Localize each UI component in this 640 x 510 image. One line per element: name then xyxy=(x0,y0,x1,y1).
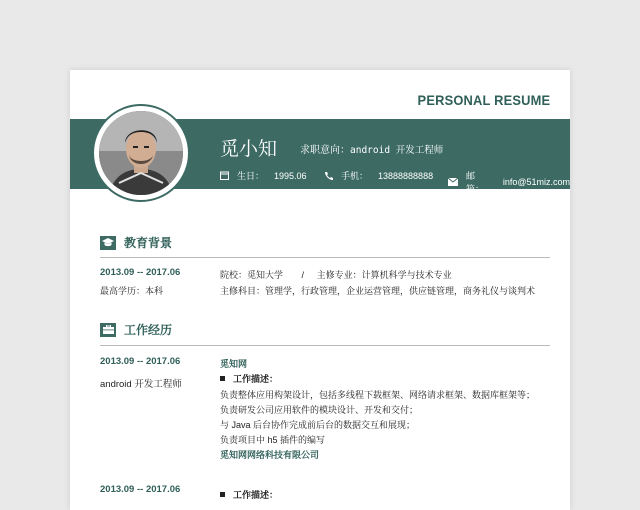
work-company-full: 觅知网网络科技有限公司 xyxy=(220,450,320,460)
work-date: 2013.09 -- 2017.06 xyxy=(100,484,181,495)
bullet-square xyxy=(220,376,225,381)
section-divider xyxy=(100,345,550,346)
education-major: 主修专业：计算机科学与技术专业 xyxy=(316,270,452,280)
work-desc-line: 负责项目中 h5 插件的编写 xyxy=(220,435,326,445)
work-date: 2013.09 -- 2017.06 xyxy=(100,356,181,367)
phone-info xyxy=(324,169,433,182)
work-desc-heading xyxy=(220,372,278,385)
work-company: 觅知网 xyxy=(220,359,248,369)
education-school-line xyxy=(220,268,452,281)
avatar xyxy=(99,111,183,195)
avatar-frame xyxy=(92,104,190,202)
job-intent-value: android 开发工程师 xyxy=(350,145,444,156)
birthday-info xyxy=(220,169,307,182)
calendar-icon xyxy=(220,171,229,180)
portrait-image xyxy=(99,111,183,195)
education-school: 院校：觅知大学 xyxy=(220,270,284,280)
phone-icon xyxy=(324,171,333,180)
candidate-name: 觅小知 xyxy=(220,139,278,160)
section-divider xyxy=(100,257,550,258)
work-desc-line: 负责整体应用构架设计，包括多线程下载框架、网络请求框架、数据库框架等； xyxy=(220,390,536,400)
email-label: 邮箱： xyxy=(465,171,484,194)
phone-value: 13888888888 xyxy=(378,170,434,181)
work-section-header xyxy=(100,321,172,338)
birthday-value: 1995.06 xyxy=(274,170,307,181)
bullet-square xyxy=(220,492,225,497)
work-role: android 开发工程师 xyxy=(100,379,182,390)
job-intent-label: 求职意向： xyxy=(300,145,350,156)
email-value: info@51miz.com xyxy=(502,177,570,187)
briefcase-icon xyxy=(100,323,116,337)
job-intent xyxy=(300,141,443,156)
education-separator: / xyxy=(301,270,305,280)
resume-paper xyxy=(70,70,570,510)
email-info xyxy=(448,169,570,195)
phone-label: 手机： xyxy=(341,171,369,181)
birthday-label: 生日： xyxy=(237,171,265,181)
education-courses: 主修科目：管理学，行政管理，企业运营管理，供应链管理，商务礼仪与谈判术 xyxy=(220,286,536,296)
resume-title: PERSONAL RESUME xyxy=(417,92,550,108)
education-date: 2013.09 -- 2017.06 xyxy=(100,267,181,278)
education-section-header xyxy=(100,234,172,251)
work-desc-heading xyxy=(220,488,278,501)
work-desc-line: 负责研发公司应用软件的模块设计、开发和交付； xyxy=(220,405,419,415)
education-title: 教育背景 xyxy=(124,236,173,250)
graduation-cap-icon xyxy=(100,236,116,250)
education-degree: 最高学历：本科 xyxy=(100,286,164,296)
work-title: 工作经历 xyxy=(124,323,173,337)
envelope-icon xyxy=(448,178,458,186)
work-desc-label: 工作描述： xyxy=(233,374,279,384)
work-desc-line: 与 Java 后台协作完成前后台的数据交互和展现； xyxy=(220,420,416,430)
work-desc-label: 工作描述： xyxy=(233,490,279,500)
